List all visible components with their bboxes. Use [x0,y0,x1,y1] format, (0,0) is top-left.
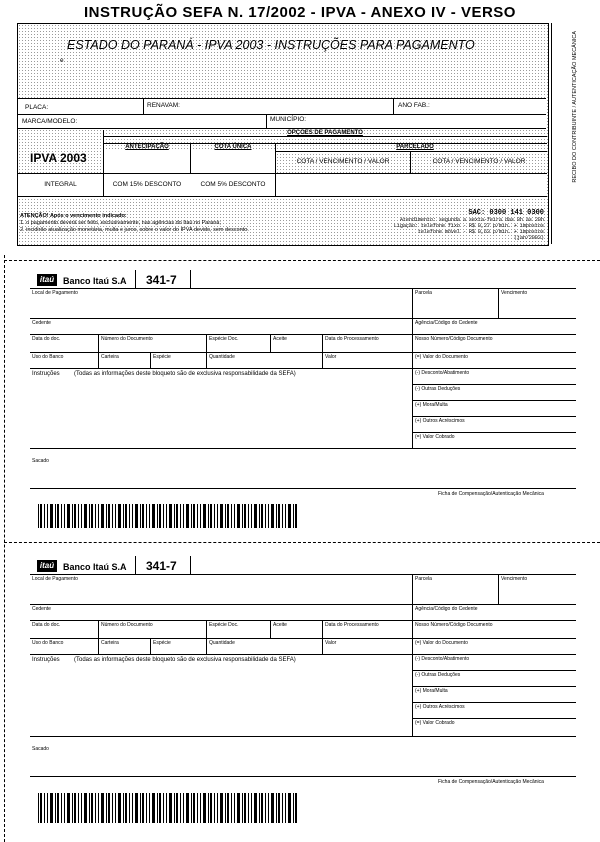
parcela-label: Parcela [415,290,432,296]
options-title: OPÇÕES DE PAGAMENTO [287,130,363,136]
uso-banco-label: Uso do Banco [32,640,64,646]
ficha-label: Ficha de Compensação/Autenticação Mecânica [438,491,544,497]
instrucoes-text: (Todas as informações deste bloqueto são de exclusiva responsabilidade da SEFA) [74,371,296,377]
aceite-label: Aceite [273,336,287,342]
valor-documento-label: (=) Valor do Documento [415,354,468,360]
desconto-5: COM 5% DESCONTO [200,181,266,188]
desconto-15: COM 15% DESCONTO [112,181,182,188]
cut-line-1 [4,260,600,261]
valor-label: Valor [325,640,337,646]
instrucoes-label: Instruções [32,657,60,663]
side-receipt-text: RECIBO DO CONTRIBUINTE / AUTENTICAÇÃO MECÂNICA [572,31,578,183]
nosso-numero-label: Nosso Número/Código Documento [415,622,493,628]
municipio-label: MUNICÍPIO: [270,116,307,123]
aceite-label: Aceite [273,622,287,628]
barcode [38,793,298,823]
parcelado-col-1: COTA / VENCIMENTO / VALOR [296,158,390,165]
valor-cobrado-label: (=) Valor Cobrado [415,720,455,726]
uso-banco-label: Uso do Banco [32,354,64,360]
state-heading: ESTADO DO PARANÁ - IPVA 2003 - INSTRUÇÕES PARA PAGAMENTO [67,38,475,52]
instrucoes-text: (Todas as informações deste bloqueto são de exclusiva responsabilidade da SEFA) [74,657,296,663]
attention-line-3: 2. incidirão atualização monetária, multa e juros, sobre o valor do IPVA devido, sem desconto. [20,227,249,233]
outros-acrescimos-label: (+) Outros Acréscimos [415,418,465,424]
carteira-label: Carteira [101,640,119,646]
agencia-label: Agência/Código do Cedente [415,320,478,326]
local-pagamento-label: Local de Pagamento [32,290,78,296]
sac-info [330,209,544,241]
barcode [38,504,298,528]
quantidade-label: Quantidade [209,354,235,360]
vehicle-rows [18,98,546,128]
cota-unica-header: COTA ÚNICA [214,144,252,150]
ano-fab-label: ANO FAB.: [398,102,430,109]
vencimento-label: Vencimento [501,290,528,296]
side-receipt-column [551,23,600,244]
bank-name: Banco Itaú S.A [63,562,127,572]
valor-documento-label: (=) Valor do Documento [415,640,468,646]
valor-label: Valor [325,354,337,360]
cedente-label: Cedente [32,320,51,326]
renavam-label: RENAVAM: [147,102,180,109]
itau-logo: itaú [37,274,57,286]
desconto-label: (-) Desconto/Abatimento [415,656,470,662]
vencimento-label: Vencimento [501,576,528,582]
instrucoes-label: Instruções [32,371,60,377]
sacado-label: Sacado [32,458,49,464]
antecipacao-header: ANTECIPAÇÃO [125,144,169,150]
especie-label: Espécie [153,354,171,360]
data-doc-label: Data do doc. [32,622,61,628]
cut-line-2 [4,542,600,543]
attention-line-2: 1. o pagamento deverá ser feito, exclusivamente, nas agências do Itaú no Paraná; [20,220,221,226]
data-processamento-label: Data do Processamento [325,336,379,342]
bank-code: 341-7 [146,273,177,287]
outras-deducoes-label: (-) Outras Deduções [415,672,461,678]
especie-doc-label: Espécie Doc. [209,336,239,342]
ipva-label: IPVA 2003 [30,151,87,165]
itau-logo: itaú [37,560,57,572]
parcela-label: Parcela [415,576,432,582]
attention-note [20,213,340,234]
outras-deducoes-label: (-) Outras Deduções [415,386,461,392]
parcelado-header: PARCELADO [396,144,434,150]
nosso-numero-label: Nosso Número/Código Documento [415,336,493,342]
carteira-label: Carteira [101,354,119,360]
quantidade-label: Quantidade [209,640,235,646]
desconto-label: (-) Desconto/Abatimento [415,370,470,376]
ficha-label: Ficha de Compensação/Autenticação Mecânica [438,779,544,785]
especie-label: Espécie [153,640,171,646]
sac-line-4: telefone móvel - R$ 0,63 p/min. + impostos [417,229,544,235]
parcelado-col-2: COTA / VENCIMENTO / VALOR [432,158,526,165]
sac-line-1: SAC: 0300 141 0300 [468,209,544,217]
bank-code: 341-7 [146,559,177,573]
sac-line-3: Ligação: telefone fixo - R$ 0,27 p/min. + impostos [393,223,544,229]
local-pagamento-label: Local de Pagamento [32,576,78,582]
mora-label: (+) Mora/Multa [415,688,448,694]
data-doc-label: Data do doc. [32,336,61,342]
cedente-label: Cedente [32,606,51,612]
page-title: INSTRUÇÃO SEFA N. 17/2002 - IPVA - ANEXO IV - VERSO [84,4,516,21]
mark-text: e [60,57,64,64]
bank-name: Banco Itaú S.A [63,276,127,286]
integral-label: INTEGRAL [44,181,77,188]
mora-label: (+) Mora/Multa [415,402,448,408]
agencia-label: Agência/Código do Cedente [415,606,478,612]
valor-cobrado-label: (=) Valor Cobrado [415,434,455,440]
sac-line-2: Atendimento: segunda a sexta-feira das 8h às 20h [399,217,544,223]
sacado-label: Sacado [32,746,49,752]
marca-label: MARCA/MODELO: [22,118,78,125]
attention-line-1: ATENÇÃO! Após o vencimento indicado: [20,213,127,219]
outros-acrescimos-label: (+) Outros Acréscimos [415,704,465,710]
sac-line-5: (jan/2003) [513,235,544,241]
placa-label: PLACA: [25,104,49,111]
data-processamento-label: Data do Processamento [325,622,379,628]
numero-doc-label: Número do Documento [101,622,153,628]
numero-doc-label: Número do Documento [101,336,153,342]
cut-line-vertical [4,255,5,842]
especie-doc-label: Espécie Doc. [209,622,239,628]
